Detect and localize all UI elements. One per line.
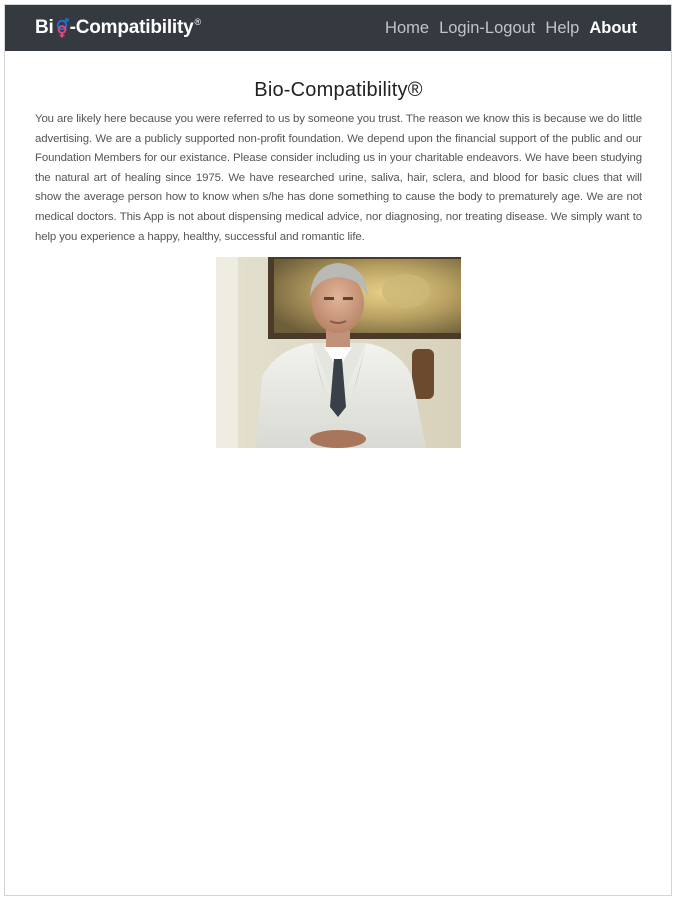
nav-links [385,5,637,51]
brand-prefix: Bi [35,17,54,38]
page-frame [4,4,672,896]
founder-photo [216,257,461,448]
brand-suffix: -Compatibility [69,17,194,38]
brand-registered-mark: ® [194,17,201,27]
nav-home-link[interactable]: Home [385,18,430,37]
nav-about-link[interactable]: About [589,18,637,37]
male-female-symbol-icon [55,18,69,38]
nav-help-link[interactable]: Help [545,18,580,37]
nav-login-logout-link[interactable]: Login-Logout [439,18,536,37]
intro-paragraph: You are likely here because you were referred to us by someone you trust. The reason we know this is because we do little advertising. We are a publicly supported non-profit foundation. We depend upon the financial support of the public and our Foundation Members for our existance. Please consider including us in your charitable endeavors. We have been studying the natural art of healing since 1975. We have researched urine, saliva, hair, sclera, and blood for basic clues that will show the average person how to know when s/he has done something to cause the body to prematurely age. We are not medical doctors. This App is not about dispensing medical advice, nor diagnosing, nor treating disease. We simply want to help you experience a happy, healthy, successful and romantic life. [35,113,642,243]
navbar [5,5,671,51]
brand-logo[interactable] [35,17,201,39]
page-title: Bio-Compatibility® [254,79,423,101]
main-content [35,79,642,448]
